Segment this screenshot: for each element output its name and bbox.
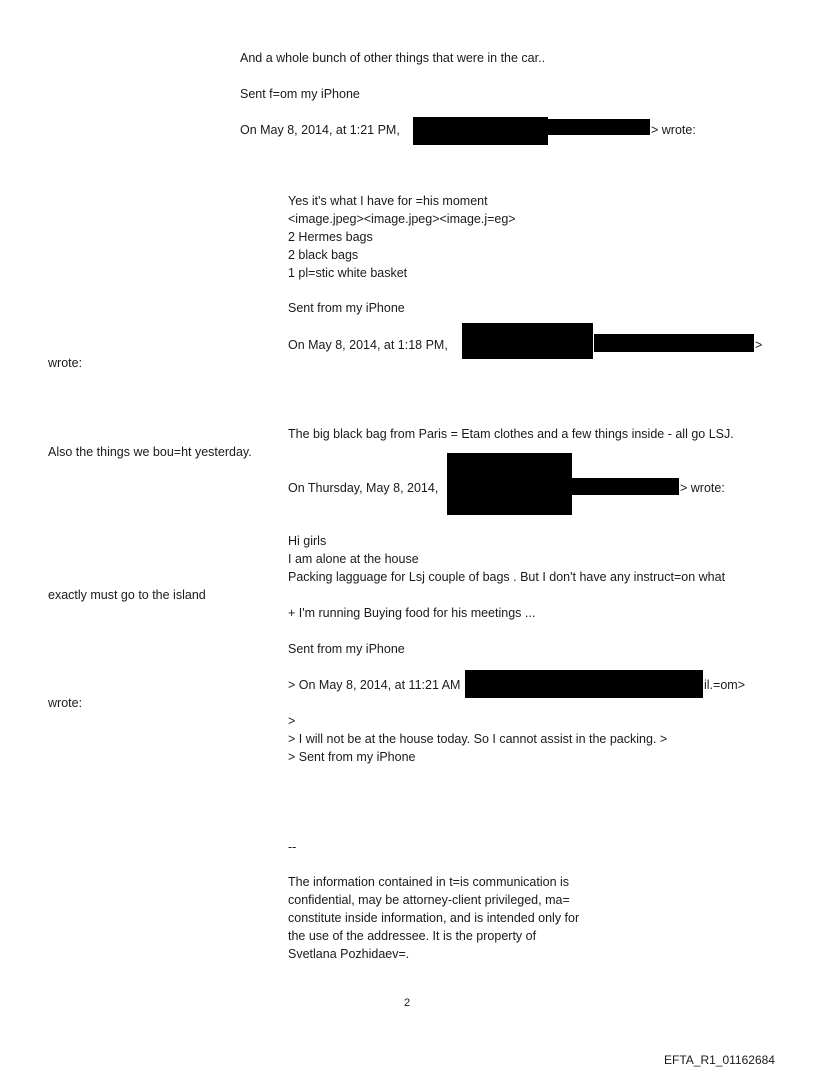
wrote-suffix: > wrote: [680, 481, 725, 495]
page-number: 2 [404, 997, 411, 1009]
message-body [288, 532, 725, 586]
sent-from-line: Sent from my iPhone [288, 301, 405, 315]
message-line: <image.jpeg><image.jpeg><image.j=eg> [288, 212, 516, 226]
on-date-line: On May 8, 2014, at 1:18 PM, [288, 338, 448, 352]
disclaimer-line: Svetlana Pozhidaev=. [288, 947, 410, 961]
wrote-label: wrote: [48, 696, 83, 710]
redaction-box [413, 117, 548, 145]
intro-line: And a whole bunch of other things that were in the car.. [240, 51, 546, 65]
redaction-box [594, 334, 754, 352]
sent-from-line: Sent f=om my iPhone [240, 87, 360, 101]
message-line: 2 black bags [288, 248, 359, 262]
message-line: 2 Hermes bags [288, 230, 373, 244]
on-date-line: On May 8, 2014, at 1:21 PM, [240, 123, 400, 137]
message-line: 1 pl=stic white basket [288, 266, 408, 280]
signature-separator: -- [288, 840, 297, 854]
redaction-box [465, 670, 703, 698]
message-body [288, 192, 516, 282]
message-wrap-line: exactly must go to the island [48, 588, 206, 602]
quoted-line: > Sent from my iPhone [288, 750, 416, 764]
disclaimer-line: confidential, may be attorney-client privileged, ma= [288, 893, 570, 907]
disclaimer-line: constitute inside information, and is intended only for [288, 911, 580, 925]
wrote-suffix: > [755, 338, 763, 352]
on-date-line: On Thursday, May 8, 2014, [288, 481, 439, 495]
redaction-box [462, 323, 593, 359]
quoted-line: > [288, 714, 296, 728]
message-wrap-line: Also the things we bou=ht yesterday. [48, 445, 252, 459]
message-line: Hi girls [288, 534, 327, 548]
document-id: EFTA_R1_01162684 [664, 1053, 775, 1067]
message-line: Packing lagguage for Lsj couple of bags . But I don't have any instruct=on what [288, 570, 726, 584]
redaction-box [572, 478, 679, 495]
message-line: + I'm running Buying food for his meetings ... [288, 606, 536, 620]
redaction-box [447, 453, 572, 515]
wrote-suffix: il.=om> [704, 678, 745, 692]
wrote-label: wrote: [48, 356, 83, 370]
wrote-suffix: > wrote: [651, 123, 696, 137]
sent-from-line: Sent from my iPhone [288, 642, 405, 656]
disclaimer-line: The information contained in t=is communication is [288, 875, 570, 889]
disclaimer-line: the use of the addressee. It is the property of [288, 929, 537, 943]
message-line: The big black bag from Paris = Etam clothes and a few things inside - all go LSJ. [288, 427, 734, 441]
signature-disclaimer [288, 873, 579, 963]
quoted-message [288, 712, 667, 766]
message-line: Yes it's what I have for =his moment [288, 194, 488, 208]
on-date-line: > On May 8, 2014, at 11:21 AM [288, 678, 461, 692]
message-line: I am alone at the house [288, 552, 419, 566]
quoted-line: > I will not be at the house today. So I cannot assist in the packing. > [288, 732, 668, 746]
redaction-box [546, 119, 650, 135]
